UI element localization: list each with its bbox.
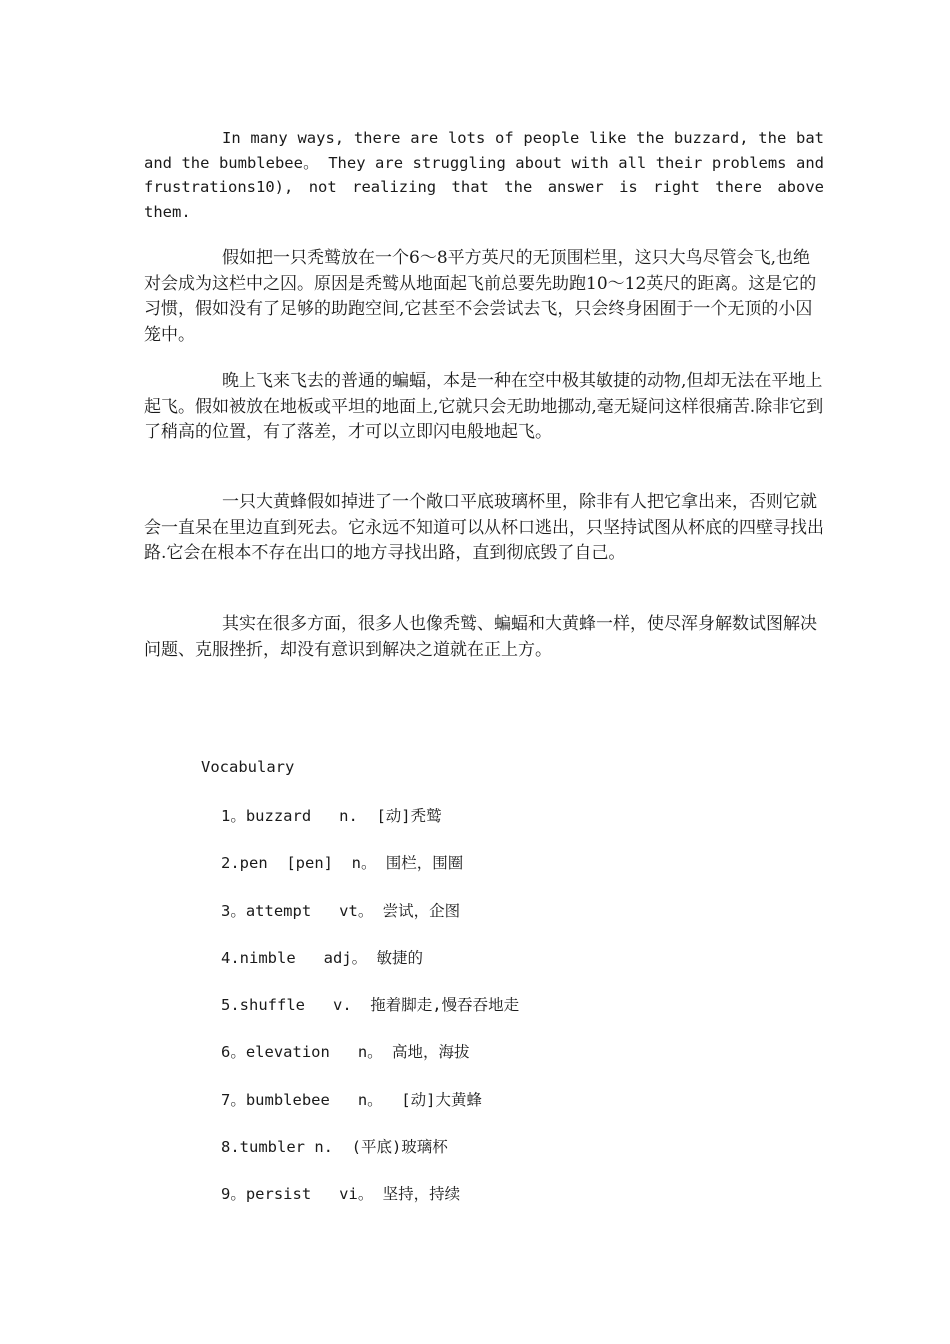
vocabulary-item: 3。attempt vt。 尝试，企图 [221, 901, 461, 920]
paragraph-english-summary: In many ways, there are lots of people like the buzzard, the bat and the bumblebee。 They are struggling about with all their problems and frustrations10), not realizing that the answer is right there above them. [144, 129, 824, 221]
vocabulary-item: 1。buzzard n. [动]秃鹫 [221, 807, 442, 825]
vocabulary-item: 6。elevation n。 高地，海拔 [221, 1043, 470, 1062]
vocabulary-heading: Vocabulary [201, 758, 295, 776]
vocabulary-item: 8.tumbler n. (平底)玻璃杯 [221, 1138, 448, 1157]
paragraph-bumblebee: 一只大黄蜂假如掉进了一个敞口平底玻璃杯里，除非有人把它拿出来，否则它就会一直呆在里边直到死去。它永远不知道可以从杯口逃出，只坚持试图从杯底的四壁寻找出路.它会在根本不存在出口的地方寻找出路，直到彻底毁了自己。 [144, 492, 824, 563]
paragraph-bat: 晚上飞来飞去的普通的蝙蝠，本是一种在空中极其敏捷的动物,但却无法在平地上起飞。假如被放在地板或平坦的地面上,它就只会无助地挪动,毫无疑问这样很痛苦.除非它到了稍高的位置，有了落差，才可以立即闪电般地起飞。 [144, 371, 824, 442]
paragraph-conclusion: 其实在很多方面，很多人也像秃鹫、蝙蝠和大黄蜂一样，使尽浑身解数试图解决问题、克服挫折，却没有意识到解决之道就在正上方。 [144, 614, 817, 660]
vocabulary-item: 2.pen [pen] n。 围栏，围圈 [221, 854, 464, 873]
vocabulary-item: 4.nimble adj。 敏捷的 [221, 948, 423, 967]
vocabulary-item: 5.shuffle v. 拖着脚走,慢吞吞地走 [221, 996, 520, 1015]
vocabulary-list [221, 805, 519, 1231]
vocabulary-item: 7。bumblebee n。 [动]大黄蜂 [221, 1090, 482, 1109]
vocabulary-item: 9。persist vi。 坚持，持续 [221, 1185, 461, 1204]
paragraph-buzzard: 假如把一只秃鹫放在一个6～8平方英尺的无顶围栏里，这只大鸟尽管会飞,也绝对会成为这栏中之囚。原因是秃鹫从地面起飞前总要先助跑10～12英尺的距离。这是它的习惯，假如没有了足够的助跑空间,它甚至不会尝试去飞，只会终身困囿于一个无顶的小囚笼中。 [144, 248, 817, 345]
